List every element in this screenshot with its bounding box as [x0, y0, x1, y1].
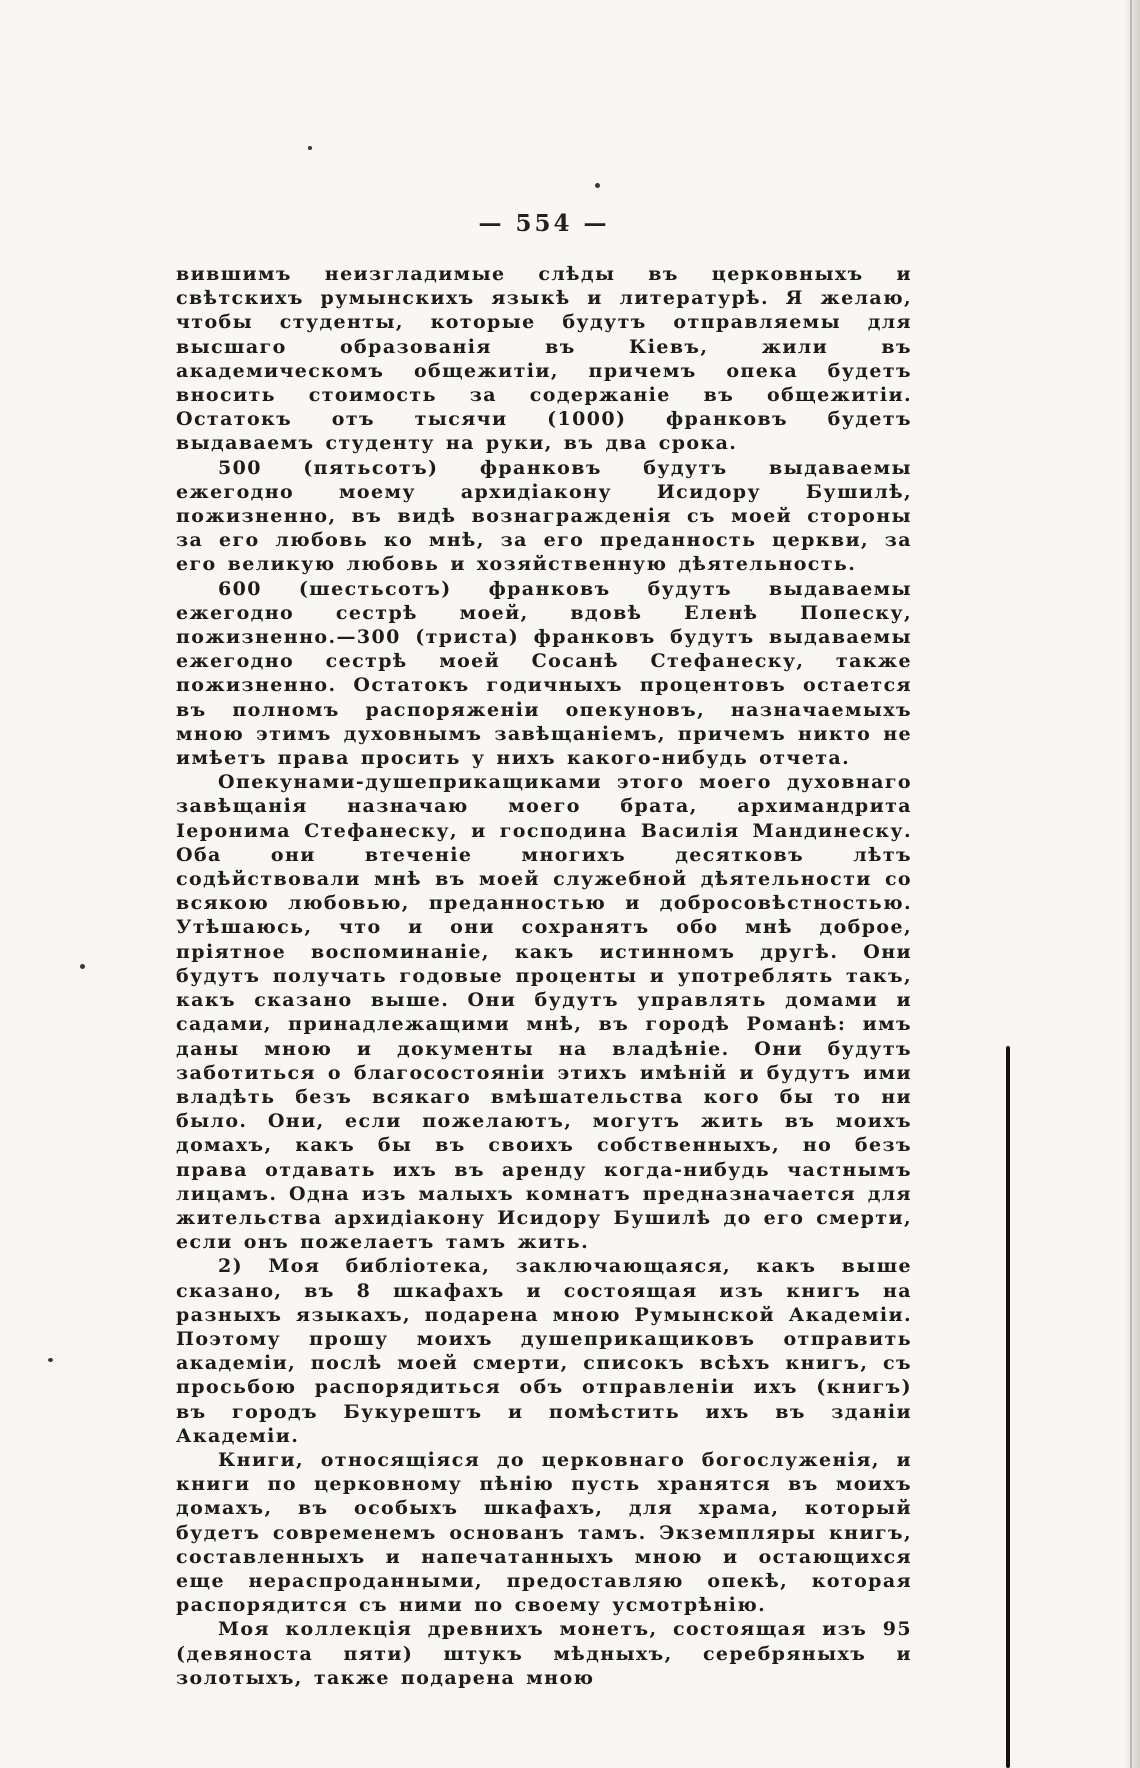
scan-speck — [80, 964, 85, 969]
scan-speck — [48, 1358, 53, 1362]
binding-shadow-line — [1006, 1046, 1010, 1768]
paragraph-continuation: вившимъ неизгладимые слѣды въ церковныхъ и свѣтскихъ румынскихъ языкѣ и литературѣ. Я желаю, чтобы студенты, которые будутъ отправляемы для высшаго образованія въ Кіевъ, жили въ академическомъ общежитіи, причемъ опека будетъ вносить стоимость за содержаніе въ общежитіи. Остатокъ отъ тысячи (1000) франковъ будетъ выдаваемъ студенту на руки, въ два срока. — [176, 263, 912, 455]
paragraph-coin-collection: Моя коллекція древнихъ монетъ, состоящая изъ 95 (девяноста пяти) штукъ мѣдныхъ, серебряныхъ и золотыхъ, также подарена мною — [176, 1618, 912, 1689]
scan-speck — [595, 183, 600, 188]
page-number: — 554 — — [478, 210, 610, 237]
paragraph-bequest-600-francs: 600 (шестьсотъ) франковъ будутъ выдаваемы ежегодно сестрѣ моей, вдовѣ Еленѣ Попеску, пожизненно.—300 (триста) франковъ будутъ выдаваемы ежегодно сестрѣ моей Сосанѣ Стефанеску, также пожизненно. Остатокъ годичныхъ процентовъ остается въ полномъ распоряженіи опекуновъ, назначаемыхъ мною этимъ духовнымъ завѣщаніемъ, причемъ никто не имѣетъ права просить у нихъ какого-нибудь отчета. — [176, 577, 912, 770]
paragraph-library: 2) Моя библіотека, заключающаяся, какъ выше сказано, въ 8 шкафахъ и состоящая изъ книгъ на разныхъ языкахъ, подарена мною Румынской Академіи. Поэтому прошу моихъ душеприкащиковъ отправить академіи, послѣ моей смерти, списокъ всѣхъ книгъ, съ просьбою распорядиться объ отправленіи ихъ (книгъ) въ городъ Букурештъ и помѣстить ихъ въ зданіи Академіи. — [176, 1255, 912, 1447]
paragraph-church-books: Книги, относящіяся до церковнаго богослуженія, и книги по церковному пѣнію пусть хранятся въ моихъ домахъ, въ особыхъ шкафахъ, для храма, который будетъ современемъ основанъ тамъ. Экземпляры книгъ, составленныхъ и напечатанныхъ мною и остающихся еще нераспроданными, предоставляю опекѣ, которая распорядится съ ними по своему усмотрѣнію. — [176, 1448, 912, 1617]
page-edge-shadow — [1124, 0, 1140, 1768]
scan-speck — [308, 146, 312, 150]
text-block — [176, 262, 912, 1690]
paragraph-bequest-500-francs: 500 (пятьсотъ) франковъ будутъ выдаваемы ежегодно моему архидіакону Исидору Бушилѣ, пожизненно, въ видѣ вознагражденія съ моей стороны за его любовь ко мнѣ, за его преданность церкви, за его великую любовь и хозяйственную дѣятельность. — [176, 456, 912, 576]
paragraph-executors: Опекунами-душеприкащиками этого моего духовнаго завѣщанія назначаю моего брата, архимандрита Іеронима Стефанеску, и господина Василія Мандинеску. Оба они втеченіе многихъ десятковъ лѣтъ содѣйствовали мнѣ въ моей служебной дѣятельности со всякою любовью, преданностью и добросовѣстностью. Утѣшаюсь, что и они сохранятъ обо мнѣ доброе, пріятное воспоминаніе, какъ истинномъ другѣ. Они будутъ получать годовые проценты и употреблять такъ, какъ сказано выше. Они будутъ управлять домами и садами, принадлежащими мнѣ, въ городѣ Романѣ: имъ даны мною и документы на владѣніе. Они будутъ заботиться о благосостояніи этихъ имѣній и будутъ ими владѣть безъ всякаго вмѣшательства кого бы то ни было. Они, если пожелаютъ, могутъ жить въ моихъ домахъ, какъ бы въ своихъ собственныхъ, но безъ права отдавать ихъ въ аренду когда-нибудь частнымъ лицамъ. Одна изъ малыхъ комнатъ предназначается для жительства архидіакону Исидору Бушилѣ до его смерти, если онъ пожелаетъ тамъ жить. — [176, 771, 912, 1254]
